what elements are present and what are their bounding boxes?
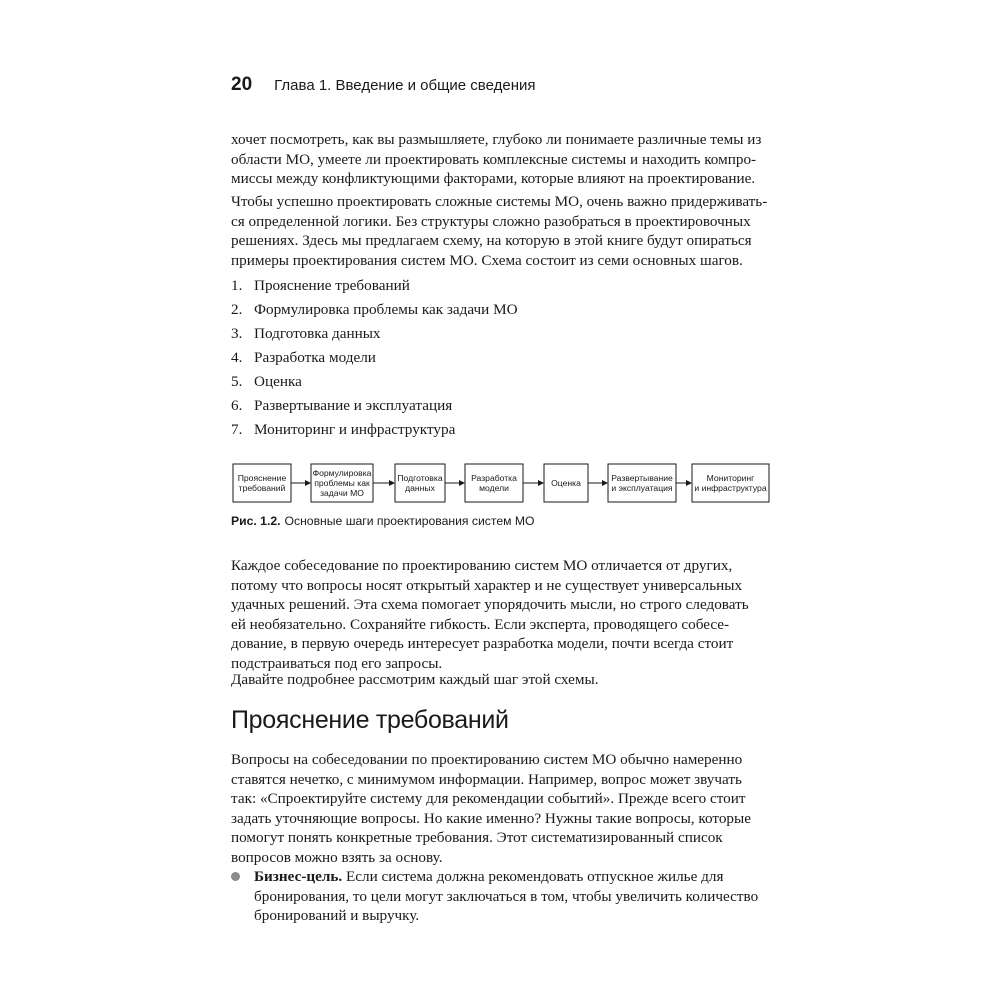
text-line: бронирования, то цели могут заключаться в том, чтобы увеличить количество — [254, 887, 759, 905]
diagram-box-label: Прояснение — [237, 473, 287, 483]
diagram-box-label: проблемы как — [314, 478, 370, 488]
text-line: области МО, умеете ли проектировать комплексные системы и находить компро- — [231, 150, 757, 168]
bullet-first-line — [254, 867, 758, 887]
steps-list — [231, 276, 518, 444]
interview-paragraph — [231, 556, 769, 674]
text-line: решениях. Здесь мы предлагаем схему, на которую в этой книге будут опираться — [231, 232, 752, 250]
bullet-body — [254, 867, 758, 926]
caption-label: Рис. 1.2. — [231, 514, 281, 528]
list-item — [231, 420, 518, 444]
list-item-number: 1. — [231, 277, 243, 294]
page-header — [231, 74, 536, 96]
diagram-box-label: Подготовка — [397, 473, 443, 483]
text-line: потому что вопросы носят открытый характер и не существует универсальных — [231, 576, 743, 594]
bullet-item — [231, 867, 769, 926]
list-item — [231, 300, 518, 324]
figure-caption — [231, 514, 535, 528]
text-line: хочет посмотреть, как вы размышляете, глубоко ли понимаете различные темы из — [231, 131, 762, 148]
text-line: вопросов можно взять за основу. — [231, 848, 443, 866]
list-item-label: Прояснение требований — [254, 277, 410, 294]
text-line: Давайте подробнее рассмотрим каждый шаг этой схемы. — [231, 671, 599, 688]
process-flow-diagram — [231, 460, 771, 506]
text-line: Вопросы на собеседовании по проектированию систем МО обычно намеренно — [231, 751, 743, 768]
list-item-number: 4. — [231, 349, 243, 366]
diagram-box-label: требований — [238, 483, 286, 493]
text-line: Каждое собеседование по проектированию систем МО отличается от других, — [231, 557, 733, 574]
text-line: миссы между конфликтующими факторами, которые влияют на проектирование. — [231, 170, 756, 188]
caption-text: Основные шаги проектирования систем МО — [284, 514, 535, 528]
text-line: помогут понять конкретные требования. Этот систематизированный список — [231, 829, 723, 847]
diagram-box-label: Оценка — [551, 478, 581, 488]
page-number: 20 — [231, 74, 253, 95]
text-line: удачных решений. Эта схема помогает упорядочить мысли, но строго следовать — [231, 596, 749, 614]
list-item-label: Оценка — [254, 373, 302, 390]
text-line: так: «Спроектируйте систему для рекомендации событий». Прежде всего стоит — [231, 790, 746, 808]
text-line: ей необязательно. Сохраняйте гибкость. Если эксперта, проводящего собесе- — [231, 615, 730, 633]
list-item — [231, 372, 518, 396]
text-line: ся определенной логики. Без структуры сложно разобраться в проектировочных — [231, 212, 751, 230]
list-item — [231, 396, 518, 420]
diagram-box-label: задачи МО — [320, 488, 364, 498]
list-item-label: Подготовка данных — [254, 325, 381, 342]
diagram-box-label: Мониторинг — [706, 473, 755, 483]
list-item — [231, 276, 518, 300]
list-item-number: 2. — [231, 301, 243, 318]
section-title: Прояснение требований — [231, 706, 509, 734]
list-item-label: Развертывание и эксплуатация — [254, 397, 453, 414]
structure-paragraph — [231, 192, 769, 270]
section-paragraph — [231, 750, 769, 868]
list-item-number: 6. — [231, 397, 243, 414]
bullet-dot-icon — [231, 872, 240, 881]
text-line: ставятся нечетко, с минимумом информации. Например, вопрос может звучать — [231, 770, 742, 788]
text-line: подстраиваться под его запросы. — [231, 654, 443, 672]
bullet-text: Если система должна рекомендовать отпускное жилье для — [342, 868, 724, 885]
diagram-box-label: Формулировка — [312, 468, 372, 478]
diagram-box-label: данных — [405, 483, 435, 493]
list-item-label: Разработка модели — [254, 349, 376, 366]
text-line: задать уточняющие вопросы. Но какие именно? Нужны такие вопросы, которые — [231, 809, 751, 827]
text-line: бронирований и выручку. — [254, 907, 420, 925]
text-line: Чтобы успешно проектировать сложные системы МО, очень важно придерживать- — [231, 193, 768, 210]
list-item-number: 7. — [231, 421, 243, 438]
list-item-label: Формулировка проблемы как задачи МО — [254, 301, 518, 318]
diagram-box-label: и эксплуатация — [611, 483, 673, 493]
bullet-term: Бизнес-цель. — [254, 868, 343, 885]
list-item — [231, 324, 518, 348]
diagram-box-label: и инфраструктура — [694, 483, 767, 493]
diagram-box-label: модели — [479, 483, 509, 493]
list-item-label: Мониторинг и инфраструктура — [254, 421, 456, 438]
text-line: примеры проектирования систем МО. Схема состоит из семи основных шагов. — [231, 251, 743, 269]
chapter-title: Глава 1. Введение и общие сведения — [274, 77, 536, 94]
diagram-box-label: Разработка — [471, 473, 517, 483]
list-item-number: 5. — [231, 373, 243, 390]
intro-paragraph — [231, 130, 769, 189]
list-item-number: 3. — [231, 325, 243, 342]
text-line: дование, в первую очередь интересует разработка модели, почти всегда стоит — [231, 635, 734, 653]
list-item — [231, 348, 518, 372]
diagram-box-label: Развертывание — [611, 473, 673, 483]
next-paragraph — [231, 670, 769, 690]
